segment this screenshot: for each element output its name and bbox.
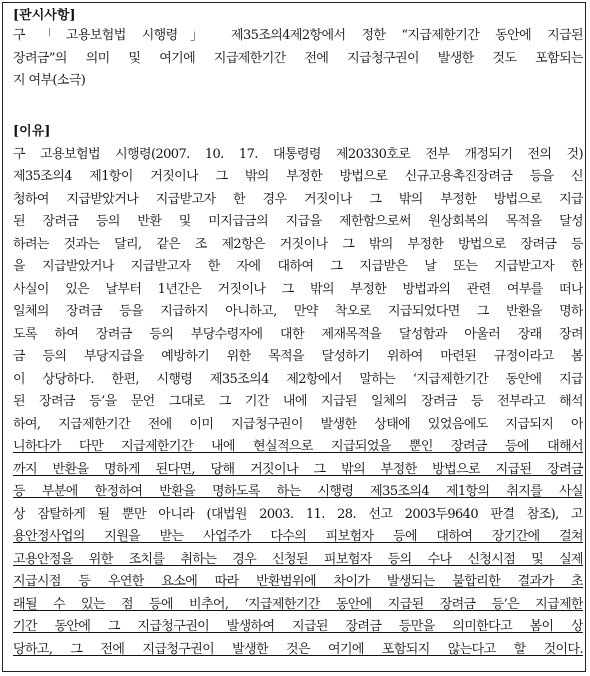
reason-line: 구 고용보험법 시행령(2007. 10. 17. 대통령령 제20330호로 전부 개정되기 전의 것) <box>13 147 583 162</box>
reason-line: 당하고, 그 전에 지급청구권이 발생한 것은 여기에 포함되지 않는다고 할 것이다. <box>13 642 583 657</box>
reason-line: 청하여 지급받았거나 지급받고자 한 경우 거짓이나 그 밖의 부정한 방법으로 지급 <box>13 192 583 207</box>
reason-line: 까지 반환을 명하게 된다면, 당해 거짓이나 그 밖의 부정한 방법으로 지급된 장려금 <box>13 462 583 477</box>
reason-line: 된 장려금 등’을 문언 그대로 그 기간 내에 지급된 일체의 장려금 등 전부라고 해석 <box>13 394 583 409</box>
reason-line: 된 장려금 등의 반환 및 미지급금의 지급을 제한함으로써 원상회복의 목적을 달성 <box>13 214 583 229</box>
reason-line: 금 등의 부당지급을 예방하기 위한 목적을 달성하기 위하여 마련된 규정이라고 봄 <box>13 349 583 364</box>
reason-line: 을 지급받았거나 지급받고자 한 자에 대하여 그 지급받은 날 또는 지급받고자 한 <box>13 259 583 274</box>
reason-line: 고용안정을 위한 조치를 취하는 경우 신청된 피보험자 등의 수나 신청시점 및 실제 <box>13 552 583 567</box>
issue-line: 구 「고용보험법 시행령」 제35조의4제2항에서 정한 “지급제한기간 동안에 지급된 <box>13 28 583 43</box>
document-frame <box>2 2 586 672</box>
reason-line: 용안정사업의 지원을 받는 사업주가 다수의 피보험자 등에 대하여 장기간에 걸쳐 <box>13 529 583 544</box>
reason-line: 제35조의4 제1항이 거짓이나 그 밖의 부정한 방법으로 신규고용촉진장려금 등을 신 <box>13 169 583 184</box>
reason-line: 지급시점 등 우연한 요소에 따라 반환범위에 차이가 발생되는 불합리한 결과가 초 <box>13 574 583 589</box>
reason-line: 이 상당하다. 한편, 시행령 제35조의4 제2항에서 말하는 ‘지급제한기간 동안에 지급 <box>13 372 583 387</box>
reason-line: 사실이 있은 날부터 1년간은 거짓이나 그 밖의 부정한 방법과의 관련 여부를 떠나 <box>13 282 583 297</box>
reason-heading: [이유] <box>13 124 51 139</box>
reason-line: 등 부분에 한정하여 반환을 명하도록 하는 시행령 제35조의4 제1항의 취지를 사실 <box>13 484 583 499</box>
reason-line: 상 잠탈하게 될 뿐만 아니라 (대법원 2003. 11. 28. 선고 2003두9640 판결 참조), 고 <box>13 507 583 522</box>
issue-heading: [관시사항] <box>13 8 76 23</box>
reason-line: 니하다가 다만 지급제한기간 내에 현실적으로 지급되었을 뿐인 장려금 등에 대해서 <box>13 439 583 454</box>
reason-line: 하여, 지급제한기간 전에 이미 지급청구권이 발생한 상태에 있었음에도 지급되지 아 <box>13 417 583 432</box>
reason-line: 하려는 것과는 달리, 같은 조 제2항은 거짓이나 그 밖의 부정한 방법으로 장려금 등 <box>13 237 583 252</box>
issue-line: 지 여부(소극) <box>13 73 86 88</box>
reason-line: 도록 하여 장려금 등의 부당수령자에 대한 제재목적을 달성함과 아울러 장래 장려 <box>13 327 583 342</box>
reason-line: 일체의 장려금 등을 지급하지 아니하고, 만약 착오로 지급되었다면 그 반환을 명하 <box>13 304 583 319</box>
issue-line: 장려금”의 의미 및 여기에 지급제한기간 전에 지급청구권이 발생한 것도 포함되는 <box>13 51 583 66</box>
reason-line: 기간 동안에 그 지급청구권이 발생하여 지급된 장려금 등만을 의미한다고 봄이 상 <box>13 619 583 634</box>
reason-line: 래될 수 있는 점 등에 비추어, ‘지급제한기간 동안에 지급된 장려금 등’은 지급제한 <box>13 597 583 612</box>
